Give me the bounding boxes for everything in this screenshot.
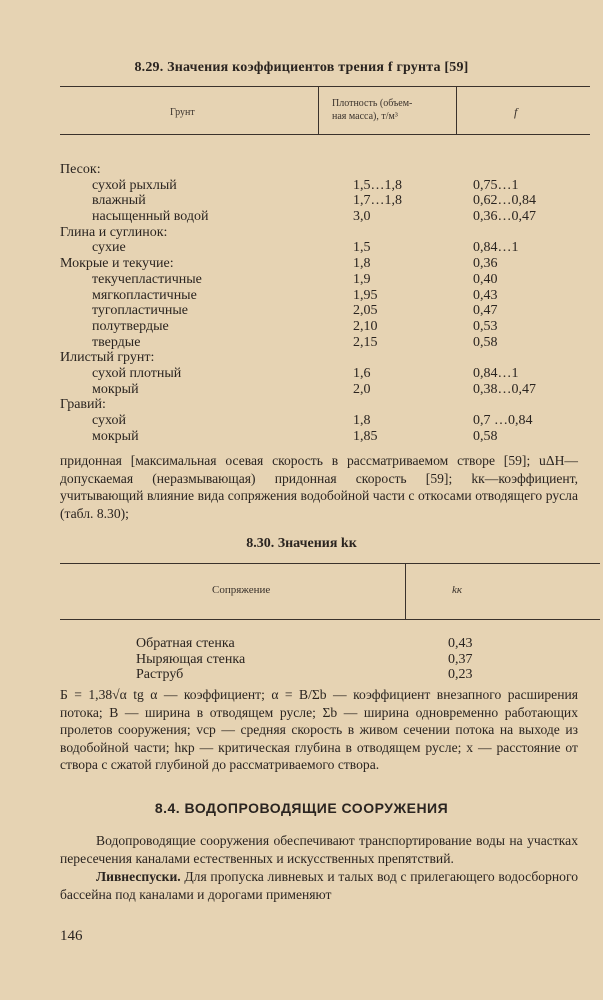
table-row: [60, 350, 580, 366]
friction-value: 0,84…1: [473, 240, 519, 256]
table-row: [60, 178, 580, 194]
table-row: [60, 256, 580, 272]
density-value: 2,0: [353, 381, 371, 397]
table-row: [60, 225, 580, 241]
table-8-30-title: 8.30. Значения kк: [246, 536, 357, 551]
page-number: 146: [60, 928, 83, 944]
density-value: 1,9: [353, 271, 371, 287]
density-value: 2,15: [353, 334, 378, 350]
density-value: 1,85: [353, 428, 378, 444]
friction-value: 0,53: [473, 318, 498, 334]
soil-name: влажный: [92, 193, 146, 209]
density-value: 1,7…1,8: [353, 193, 402, 209]
drainage-lead-term: Ливнеспуски.: [96, 869, 181, 884]
table-row: [60, 272, 580, 288]
k-value: 0,37: [448, 651, 473, 667]
density-value: 1,5: [353, 240, 371, 256]
soil-name: сухой плотный: [92, 365, 182, 381]
formula-explanation-paragraph: Б = 1,38√α tg α — коэффициент; α = B/Σb — коэффициент внезапного расширения потока; B — ширина в отводящем русле; Σb — ширина одновременно работающих пролетов сооружения; vср — средняя скорость в живом сечении потока на выходе из водобойной части; hкр — критическая глубина в отводящем русле; x — расстояние от створа с сжатой глубиной до рассматриваемого створа.: [60, 687, 578, 772]
table-row: [136, 667, 536, 683]
table1-header-rule: [60, 134, 590, 135]
table-row: [60, 162, 580, 178]
friction-value: 0,43: [473, 287, 498, 303]
junction-name: Обратная стенка: [136, 636, 235, 651]
density-value: 1,95: [353, 287, 378, 303]
k-value: 0,23: [448, 667, 473, 682]
friction-value: 0,7 …0,84: [473, 413, 533, 428]
table-row: [60, 429, 580, 445]
friction-value: 0,36: [473, 256, 498, 272]
soil-name: Гравий:: [60, 397, 106, 413]
table-row: [60, 366, 580, 382]
junction-name: Ныряющая стенка: [136, 651, 246, 667]
friction-value: 0,40: [473, 271, 498, 287]
table2-header-junction: Сопряжение: [212, 584, 271, 596]
soil-name: сухой: [92, 413, 126, 428]
soil-name: мокрый: [92, 428, 139, 444]
table-row: [60, 193, 580, 209]
friction-value: 0,47: [473, 303, 498, 319]
table2-header-k: kк: [452, 584, 463, 596]
table-row: [60, 240, 580, 256]
table1-top-rule: [60, 86, 590, 87]
density-value: 1,8: [353, 256, 371, 272]
table2-col-divider: [405, 563, 406, 619]
table1-body: [60, 162, 580, 444]
friction-value: 0,58: [473, 428, 498, 444]
soil-name: сухой рыхлый: [92, 177, 177, 193]
table-row: [60, 209, 580, 225]
table2-header-rule: [60, 619, 600, 620]
table1-header-soil: Грунт: [170, 107, 195, 118]
friction-value: 0,36…0,47: [473, 209, 536, 225]
k-value: 0,43: [448, 636, 473, 651]
table-row: [60, 319, 580, 335]
friction-value: 0,62…0,84: [473, 193, 536, 209]
section-intro-paragraph: Водопроводящие сооружения обеспечивают транспортирование воды на участках пересечения каналами естественных и искусственных препятствий.: [60, 833, 578, 866]
section-title: 8.4. ВОДОПРОВОДЯЩИЕ СООРУЖЕНИЯ: [154, 800, 449, 816]
soil-name: сухие: [92, 240, 126, 256]
drainage-paragraph: [60, 868, 578, 903]
soil-name: полутвердые: [92, 318, 169, 334]
soil-name: Глина и суглинок:: [60, 224, 168, 240]
soil-name: Илистый грунт:: [60, 350, 155, 366]
table1-col-divider-2: [456, 86, 457, 134]
soil-name: мокрый: [92, 381, 139, 397]
table-row: [60, 413, 580, 429]
soil-name: тугопластичные: [92, 303, 188, 319]
table-row: [60, 397, 580, 413]
friction-value: 0,84…1: [473, 365, 519, 381]
density-value: 3,0: [353, 209, 371, 225]
density-value: 1,5…1,8: [353, 177, 402, 193]
table-row: [136, 652, 536, 668]
friction-value: 0,58: [473, 334, 498, 350]
soil-name: текучепластичные: [92, 271, 202, 287]
density-value: 2,10: [353, 318, 378, 334]
soil-name: Мокрые и текучие:: [60, 256, 174, 272]
soil-name: мягкопластичные: [92, 287, 197, 303]
drainage-text: Для пропуска ливневых и талых вод с прилегающего водосборного бассейна под каналами и дорогами применяют: [60, 869, 578, 902]
paragraph-after-table1: придонная [максимальная осевая скорость в рассматриваемом створе [59]; uΔH—допускаемая (неразмывающая) придонная скорость [59]; kк—коэффициент, учитывающий влияние вида сопряжения водобойной части с откосами отводящего русла (табл. 8.30);: [60, 453, 578, 521]
table1-col-divider-1: [318, 86, 319, 134]
soil-name: насыщенный водой: [92, 209, 209, 225]
table-row: [136, 636, 536, 652]
table1-header-density-line1: Плотность (объем-: [332, 98, 413, 109]
table-row: [60, 303, 580, 319]
table1-header-f: f: [514, 105, 518, 119]
table-row: [60, 288, 580, 304]
density-value: 1,6: [353, 365, 371, 381]
table-row: [60, 335, 580, 351]
soil-name: Песок:: [60, 162, 101, 177]
friction-value: 0,38…0,47: [473, 381, 536, 397]
table2-body: [136, 636, 536, 683]
soil-name: твердые: [92, 334, 141, 350]
friction-value: 0,75…1: [473, 177, 519, 193]
density-value: 1,8: [353, 413, 371, 428]
table2-top-rule: [60, 563, 600, 564]
table-row: [60, 382, 580, 398]
junction-name: Раструб: [136, 667, 184, 682]
table-8-29-title: 8.29. Значения коэффициентов трения f грунта [59]: [134, 60, 469, 75]
table1-header-density-line2: ная масса), т/м³: [332, 111, 398, 122]
density-value: 2,05: [353, 303, 378, 319]
